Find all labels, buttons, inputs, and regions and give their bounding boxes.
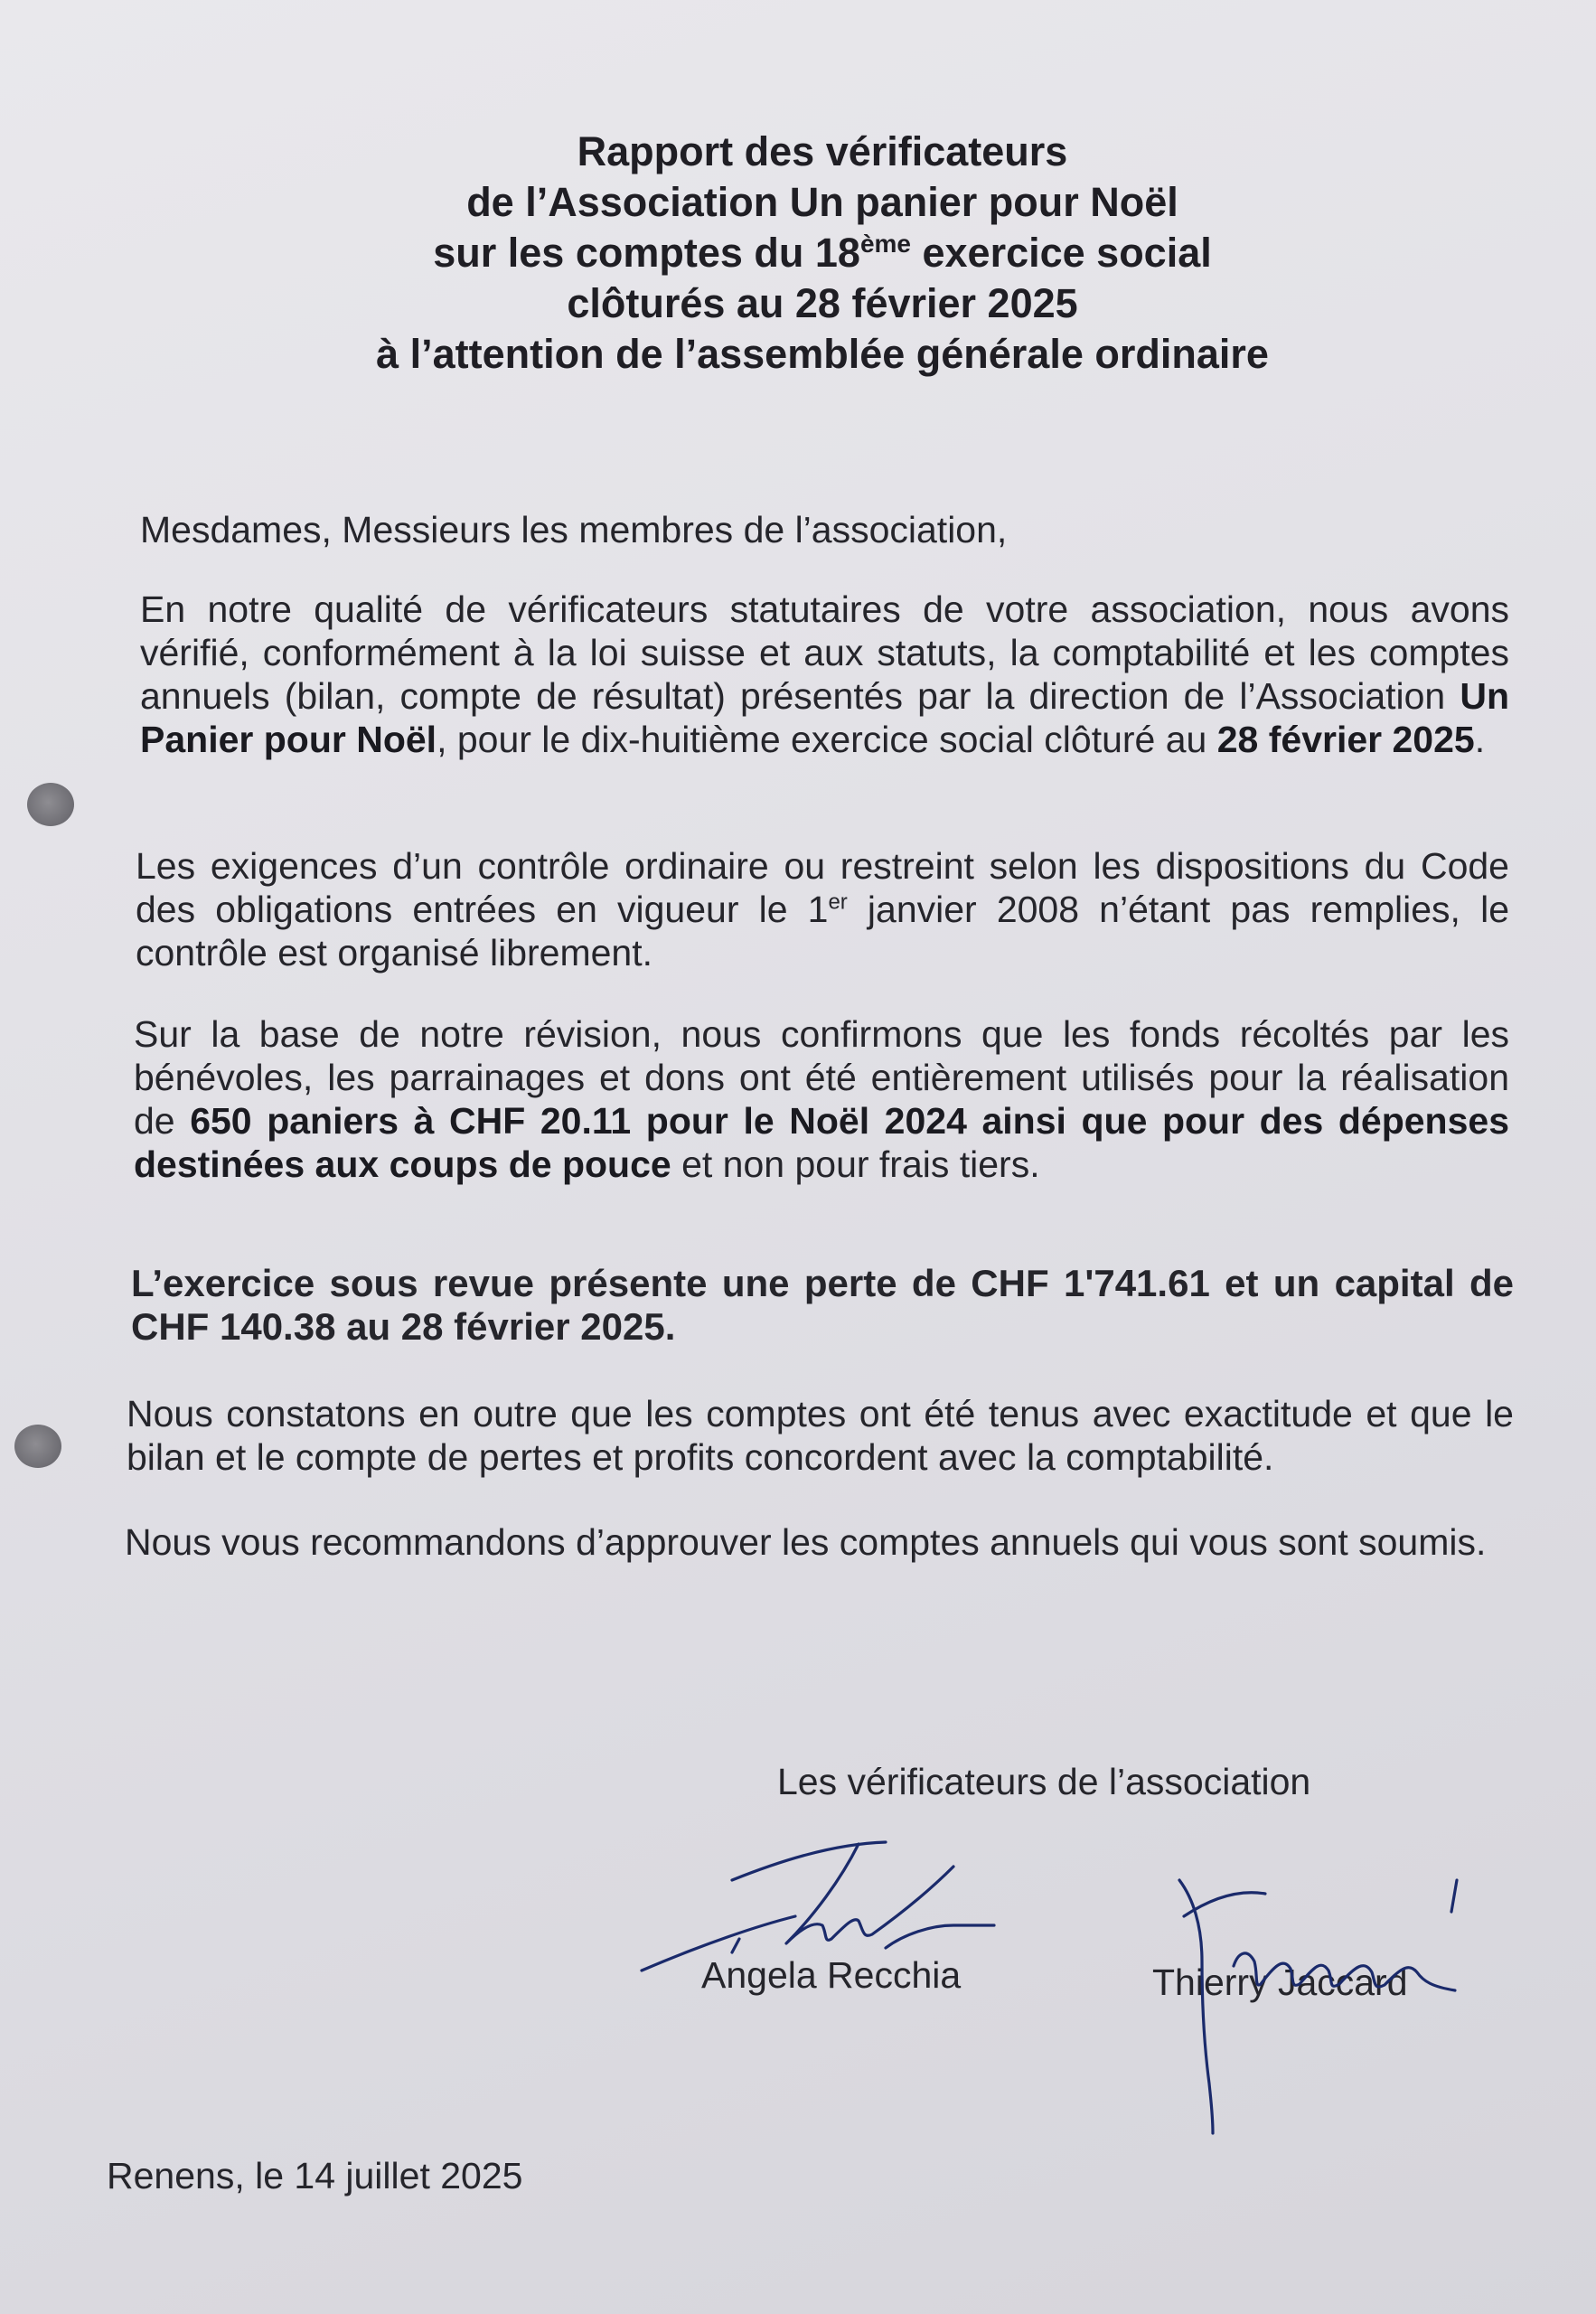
report-title — [217, 127, 1428, 380]
punch-hole — [14, 1425, 61, 1468]
paragraph-control-type: Les exigences d’un contrôle ordinaire ou restreint selon les dispositions du Code des obligations entrées en vigueur le 1er janvier 2008 n’étant pas remplies, le contrôle est organisé librement. — [136, 845, 1509, 974]
punch-hole — [27, 783, 74, 826]
title-line: clôturés au 28 février 2025 — [567, 280, 1078, 326]
paragraph-mandate: En notre qualité de vérificateurs statutaires de votre association, nous avons vérifié, conformément à la loi suisse et aux statuts, la comptabilité et les comptes annuels (bilan, compte de résultat) présentés par la direction de l’Association Un Panier pour Noël, pour le dix-huitième exercice social clôturé au 28 février 2025. — [140, 588, 1509, 760]
signatory-name: Angela Recchia — [701, 1954, 962, 1996]
title-line: à l’attention de l’assemblée générale ordinaire — [376, 331, 1269, 377]
paragraph-recommendation: Nous vous recommandons d’approuver les comptes annuels qui vous sont soumis. — [125, 1521, 1487, 1563]
paragraph-result: L’exercice sous revue présente une perte de CHF 1'741.61 et un capital de CHF 140.38 au 28 février 2025. — [131, 1262, 1514, 1348]
salutation: Mesdames, Messieurs les membres de l’association, — [140, 509, 1008, 550]
signature-jaccard — [1148, 1862, 1473, 2151]
paragraph-funds-usage: Sur la base de notre révision, nous confirmons que les fonds récoltés par les bénévoles, les parrainages et dons ont été entièrement utilisés pour la réalisation de 650 paniers à CHF 20.11 pour le Noël 2024 ainsi que pour des dépenses destinées aux coups de pouce et non pour frais tiers. — [134, 1013, 1510, 1185]
title-line: sur les comptes du 18ème exercice social — [433, 230, 1212, 276]
title-line: de l’Association Un panier pour Noël — [466, 179, 1178, 225]
title-line: Rapport des vérificateurs — [577, 128, 1068, 174]
paragraph-accuracy: Nous constatons en outre que les comptes ont été tenus avec exactitude et que le bilan et le compte de pertes et profits concordent avec la comptabilité. — [127, 1393, 1514, 1478]
closing-line: Les vérificateurs de l’association — [777, 1761, 1311, 1802]
signatory-name: Thierry Jaccard — [1152, 1961, 1408, 2003]
place-date: Renens, le 14 juillet 2025 — [107, 2155, 523, 2196]
